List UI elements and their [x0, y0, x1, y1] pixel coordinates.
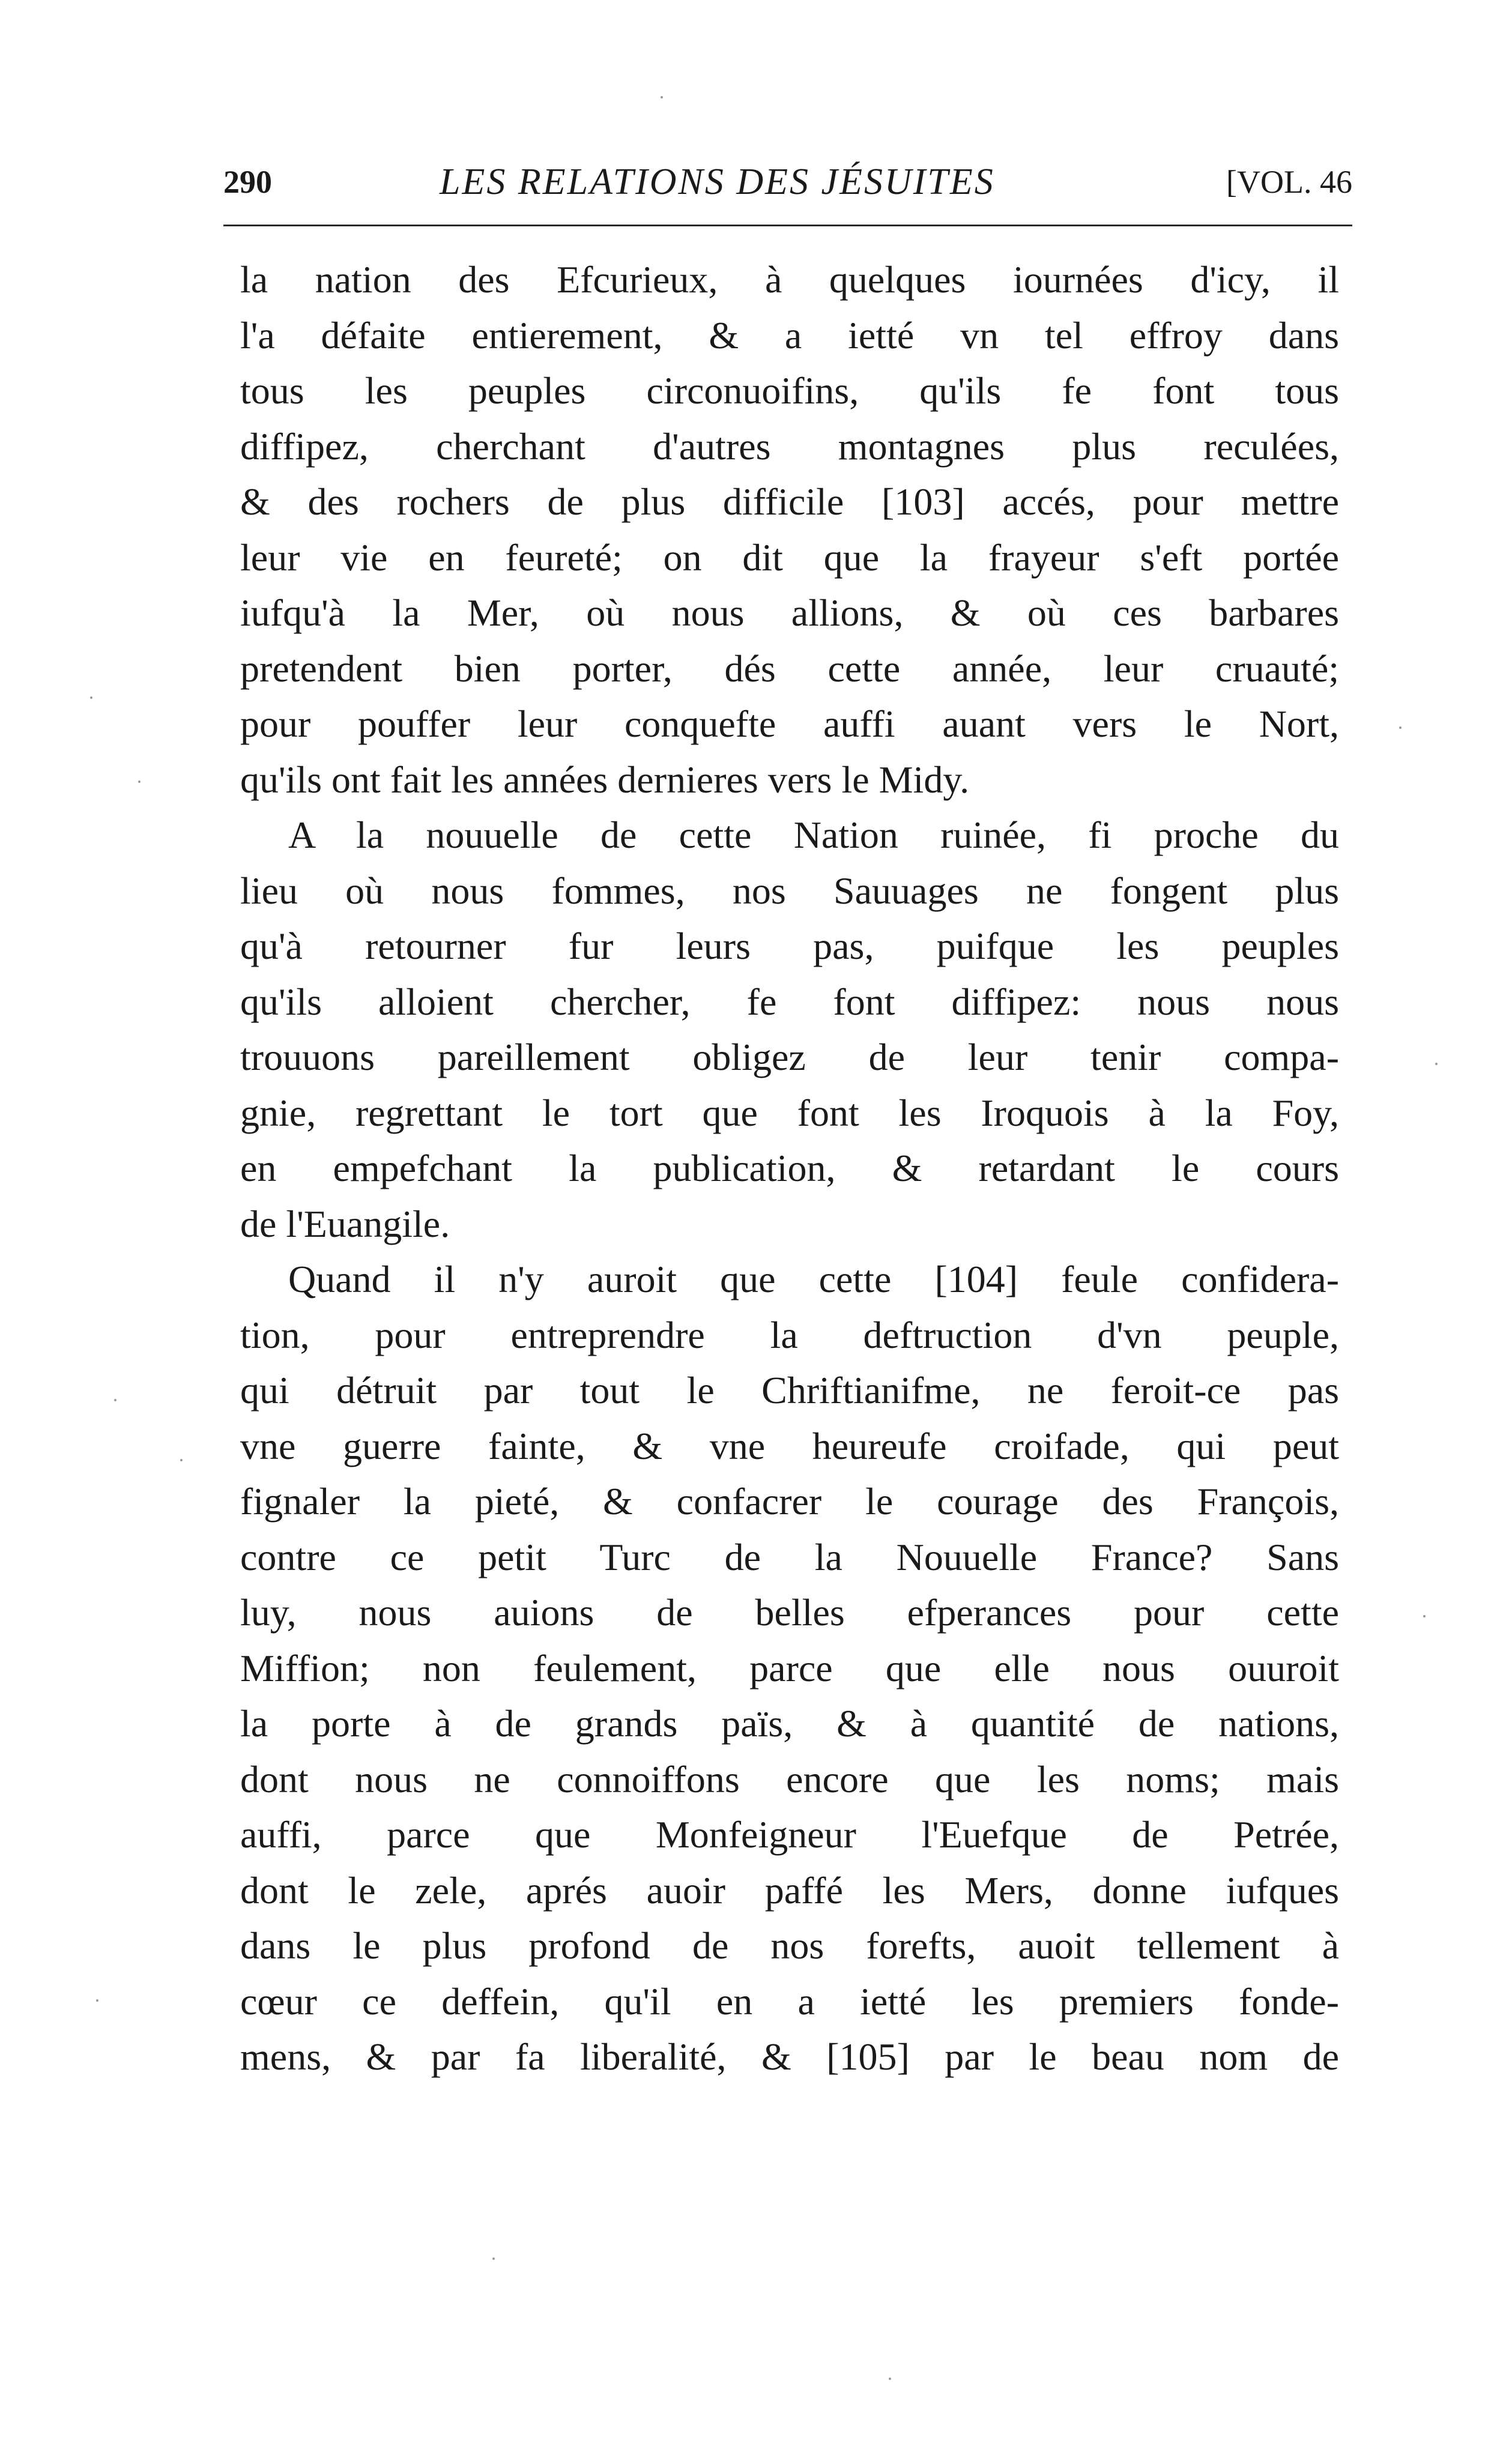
text-line: qu'à retourner fur leurs pas, puifque les peuples [240, 925, 1339, 967]
text-line: auffi, parce que Monfeigneur l'Euefque de Petrée, [240, 1813, 1339, 1856]
scan-speck [661, 96, 663, 98]
text-line: de l'Euangile. [240, 1202, 450, 1245]
scan-speck [492, 2257, 495, 2260]
text-line: leur vie en feureté; on dit que la frayeur s'eft portée [240, 536, 1339, 579]
scan-speck [96, 1999, 98, 2002]
volume-label: [VOL. 46 [1226, 164, 1352, 200]
text-line: mens, & par fa liberalité, & [105] par le beau nom de [240, 2035, 1339, 2078]
scan-speck [180, 1459, 183, 1461]
body-text [240, 252, 1339, 2085]
text-line: gnie, regrettant le tort que font les Iroquois à la Foy, [240, 1091, 1339, 1134]
text-line: lieu où nous fommes, nos Sauuages ne fongent plus [240, 869, 1339, 912]
text-line: la porte à de grands païs, & à quantité de nations, [240, 1702, 1339, 1745]
text-line: pretendent bien porter, dés cette année, leur cruauté; [240, 647, 1339, 690]
text-line: trouuons pareillement obligez de leur tenir compa- [240, 1036, 1339, 1078]
text-line: qui détruit par tout le Chriftianifme, ne feroit-ce pas [240, 1369, 1339, 1412]
text-line: pour pouffer leur conquefte auffi auant vers le Nort, [240, 702, 1339, 745]
scan-speck [138, 781, 141, 783]
running-title: LES RELATIONS DES JÉSUITES [440, 162, 995, 202]
text-line: cœur ce deffein, qu'il en a ietté les premiers fonde- [240, 1979, 1339, 2023]
scan-speck [114, 1399, 116, 1401]
page-number: 290 [223, 164, 272, 200]
text-line: dont le zele, aprés auoir paffé les Mers, donne iufques [240, 1868, 1339, 1912]
text-line: diffipez, cherchant d'autres montagnes plus reculées, [240, 424, 1339, 468]
text-line: qu'ils alloient chercher, fe font diffipez: nous nous [240, 980, 1339, 1023]
scan-speck [90, 696, 92, 699]
text-line: qu'ils ont fait les années dernieres vers le Midy. [240, 758, 970, 801]
text-line: l'a défaite entierement, & a ietté vn tel effroy dans [240, 313, 1339, 357]
text-line: contre ce petit Turc de la Nouuelle France? Sans [240, 1535, 1339, 1578]
text-line: A la nouuelle de cette Nation ruinée, fi proche du [288, 814, 1339, 856]
scan-speck [1435, 1063, 1438, 1065]
page-header [223, 161, 1352, 209]
text-line: luy, nous auions de belles efperances pour cette [240, 1591, 1339, 1634]
scan-speck [1423, 1615, 1426, 1617]
scan-speck [889, 2378, 891, 2380]
header-rule [223, 225, 1352, 226]
scan-speck [1399, 726, 1402, 729]
text-line: vne guerre fainte, & vne heureufe croifade, qui peut [240, 1424, 1339, 1467]
text-line: en empefchant la publication, & retardant le cours [240, 1147, 1339, 1189]
text-line: tion, pour entreprendre la deftruction d'vn peuple, [240, 1313, 1339, 1356]
text-line: tous les peuples circonuoifins, qu'ils fe font tous [240, 369, 1339, 412]
text-line: fignaler la pieté, & confacrer le courage des François, [240, 1480, 1339, 1523]
text-line: dans le plus profond de nos forefts, auoit tellement à [240, 1924, 1339, 1967]
text-line: iufqu'à la Mer, où nous allions, & où ces barbares [240, 591, 1339, 634]
text-line: dont nous ne connoiffons encore que les noms; mais [240, 1757, 1339, 1801]
text-line: & des rochers de plus difficile [103] accés, pour mettre [240, 480, 1339, 523]
text-line: Quand il n'y auroit que cette [104] feule confidera- [288, 1258, 1339, 1300]
text-line: la nation des Efcurieux, à quelques iournées d'icy, il [240, 258, 1339, 301]
text-line: Miffion; non feulement, parce que elle nous ouuroit [240, 1646, 1339, 1689]
